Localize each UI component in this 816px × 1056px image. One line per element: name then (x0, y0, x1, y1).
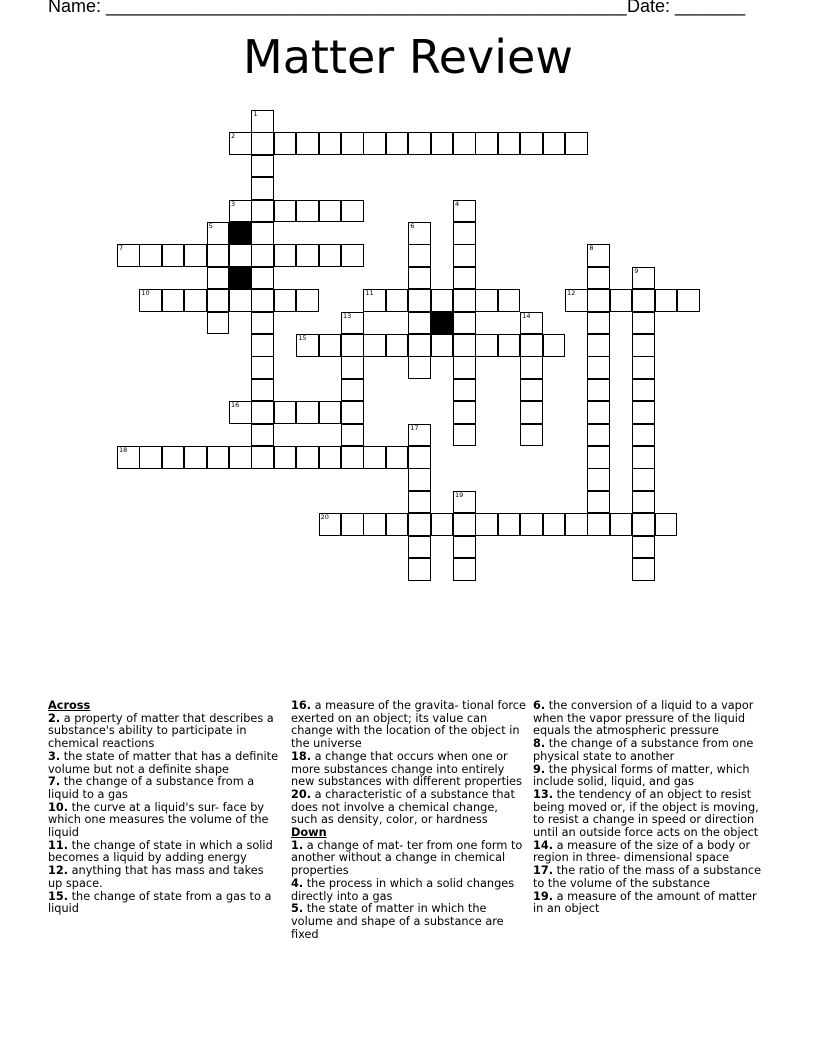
clue-down-19: 19. a measure of the amount of matter in an object (533, 889, 757, 916)
crossword-cell[interactable] (587, 334, 610, 357)
crossword-cell[interactable] (386, 334, 409, 357)
crossword-cell[interactable] (319, 401, 342, 424)
crossword-cell[interactable] (520, 513, 543, 536)
crossword-cell[interactable] (296, 446, 319, 469)
crossword-cell[interactable] (498, 334, 521, 357)
crossword-cell[interactable] (251, 132, 274, 155)
crossword-black-cell (431, 312, 454, 335)
clue-column-1 (48, 700, 280, 916)
crossword-cell[interactable] (632, 401, 655, 424)
crossword-cell[interactable] (543, 334, 566, 357)
name-field-label[interactable]: Name: ____________________________________________________ (48, 0, 627, 16)
clue-across-3: 3. the state of matter that has a definite volume but not a definite shape (48, 749, 279, 776)
clue-across-15: 15. the change of state from a gas to a liquid (48, 889, 272, 916)
crossword-cell[interactable] (453, 356, 476, 379)
crossword-cell[interactable] (431, 289, 454, 312)
clue-number-label: 11 (365, 289, 374, 298)
crossword-cell[interactable] (587, 513, 610, 536)
crossword-cell[interactable] (207, 446, 230, 469)
crossword-cell[interactable] (632, 267, 655, 290)
crossword-cell[interactable] (587, 379, 610, 402)
crossword-cell[interactable] (386, 446, 409, 469)
crossword-cell[interactable] (251, 155, 274, 178)
crossword-cell[interactable] (363, 513, 386, 536)
crossword-cell[interactable] (655, 513, 678, 536)
crossword-cell[interactable] (207, 267, 230, 290)
crossword-cell[interactable] (408, 222, 431, 245)
crossword-cell[interactable] (251, 424, 274, 447)
crossword-cell[interactable] (565, 289, 588, 312)
crossword-cell[interactable] (408, 356, 431, 379)
crossword-black-cell (229, 222, 252, 245)
crossword-cell[interactable] (520, 312, 543, 335)
crossword-cell[interactable] (453, 289, 476, 312)
crossword-cell[interactable] (139, 289, 162, 312)
crossword-cell[interactable] (408, 536, 431, 559)
crossword-cell[interactable] (207, 244, 230, 267)
crossword-cell[interactable] (341, 446, 364, 469)
crossword-cell[interactable] (408, 289, 431, 312)
crossword-cell[interactable] (229, 401, 252, 424)
clue-number-label: 4 (455, 199, 460, 208)
crossword-cell[interactable] (207, 289, 230, 312)
crossword-cell[interactable] (475, 334, 498, 357)
crossword-cell[interactable] (162, 289, 185, 312)
crossword-cell[interactable] (229, 446, 252, 469)
crossword-cell[interactable] (408, 446, 431, 469)
crossword-cell[interactable] (408, 468, 431, 491)
clue-column-3 (533, 700, 769, 916)
crossword-cell[interactable] (587, 491, 610, 514)
crossword-cell[interactable] (632, 468, 655, 491)
clue-column-2 (291, 700, 527, 941)
crossword-cell[interactable] (565, 132, 588, 155)
crossword-cell[interactable] (632, 558, 655, 581)
clue-number-label: 18 (119, 446, 128, 454)
crossword-cell[interactable] (296, 401, 319, 424)
crossword-cell[interactable] (453, 491, 476, 514)
clue-number-label: 10 (141, 289, 150, 298)
crossword-cell[interactable] (363, 289, 386, 312)
crossword-cell[interactable] (453, 132, 476, 155)
clue-down-5: 5. the state of matter in which the volume and shape of a substance are fixed (291, 902, 504, 941)
crossword-cell[interactable] (453, 536, 476, 559)
clue-across-10: 10. the curve at a liquid's sur- face by which one measures the volume of the liquid (48, 800, 269, 840)
crossword-cell[interactable] (251, 267, 274, 290)
crossword-cell[interactable] (274, 401, 297, 424)
clue-number-label: 1 (253, 110, 258, 118)
crossword-cell[interactable] (251, 401, 274, 424)
crossword-cell[interactable] (453, 200, 476, 223)
crossword-cell[interactable] (274, 132, 297, 155)
crossword-cell[interactable] (207, 222, 230, 245)
clue-number-label: 17 (410, 423, 419, 432)
crossword-cell[interactable] (408, 312, 431, 335)
crossword-cell[interactable] (296, 244, 319, 267)
crossword-cell[interactable] (296, 132, 319, 155)
crossword-cell[interactable] (587, 244, 610, 267)
crossword-cell[interactable] (363, 132, 386, 155)
clue-number-label: 8 (589, 244, 594, 253)
clue-number-label: 3 (231, 199, 236, 208)
crossword-cell[interactable] (341, 334, 364, 357)
crossword-cell[interactable] (610, 513, 633, 536)
crossword-cell[interactable] (587, 446, 610, 469)
crossword-cell[interactable] (363, 446, 386, 469)
crossword-cell[interactable] (341, 401, 364, 424)
crossword-cell[interactable] (475, 289, 498, 312)
crossword-cell[interactable] (655, 289, 678, 312)
crossword-cell[interactable] (341, 424, 364, 447)
clue-number-label: 9 (634, 266, 639, 275)
crossword-cell[interactable] (251, 379, 274, 402)
crossword-cell[interactable] (520, 132, 543, 155)
crossword-cell[interactable] (677, 289, 700, 312)
crossword-cell[interactable] (453, 334, 476, 357)
crossword-cell[interactable] (184, 244, 207, 267)
crossword-cell[interactable] (408, 513, 431, 536)
crossword-cell[interactable] (520, 356, 543, 379)
crossword-cell[interactable] (453, 401, 476, 424)
crossword-cell[interactable] (386, 513, 409, 536)
crossword-cell[interactable] (296, 200, 319, 223)
crossword-cell[interactable] (520, 334, 543, 357)
crossword-cell[interactable] (251, 110, 274, 133)
clue-number-label: 19 (455, 490, 464, 499)
crossword-cell[interactable] (117, 446, 140, 469)
crossword-cell[interactable] (453, 244, 476, 267)
crossword-cell[interactable] (587, 289, 610, 312)
clue-across-7: 7. the change of a substance from a liquid to a gas (48, 775, 255, 801)
crossword-cell[interactable] (632, 334, 655, 357)
crossword-cell[interactable] (431, 132, 454, 155)
crossword-cell[interactable] (610, 289, 633, 312)
clue-down-13: 13. the tendency of an object to resist being moved or, if the object is moving, to resist a change in speed or direction until an outside force acts on the object (533, 787, 759, 840)
crossword-cell[interactable] (453, 312, 476, 335)
clue-number-label: 15 (298, 334, 307, 342)
crossword-cell[interactable] (319, 334, 342, 357)
crossword-cell[interactable] (341, 200, 364, 223)
crossword-cell[interactable] (520, 379, 543, 402)
clue-down-17: 17. the ratio of the mass of a substance to the volume of the substance (533, 864, 762, 890)
crossword-cell[interactable] (296, 334, 319, 357)
crossword-cell[interactable] (229, 244, 252, 267)
clue-down-1: 1. a change of mat- ter from one form to another without a change in chemical properties (291, 838, 523, 878)
clue-number-label: 5 (208, 222, 213, 230)
down-heading: Down (291, 826, 327, 840)
crossword-cell[interactable] (162, 244, 185, 267)
crossword-cell[interactable] (139, 244, 162, 267)
crossword-cell[interactable] (498, 132, 521, 155)
crossword-cell[interactable] (632, 491, 655, 514)
crossword-cell[interactable] (632, 536, 655, 559)
crossword-cell[interactable] (632, 446, 655, 469)
crossword-cell[interactable] (274, 289, 297, 312)
crossword-cell[interactable] (408, 334, 431, 357)
crossword-cell[interactable] (587, 468, 610, 491)
crossword-cell[interactable] (453, 558, 476, 581)
crossword-cell[interactable] (408, 244, 431, 267)
crossword-cell[interactable] (319, 200, 342, 223)
crossword-cell[interactable] (319, 446, 342, 469)
crossword-cell[interactable] (319, 244, 342, 267)
clue-number-label: 7 (119, 244, 124, 253)
crossword-black-cell (229, 267, 252, 290)
crossword-cell[interactable] (498, 513, 521, 536)
crossword-cell[interactable] (475, 513, 498, 536)
clue-number-label: 12 (567, 289, 576, 298)
crossword-cell[interactable] (498, 289, 521, 312)
crossword-cell[interactable] (587, 267, 610, 290)
clue-across-2: 2. a property of matter that describes a substance's ability to participate in chemical reactions (48, 711, 274, 751)
clue-across-16: 16. a measure of the gravita- tional force exerted on an object; its value can change with the location of the object in the universe (291, 699, 526, 751)
crossword-cell[interactable] (431, 334, 454, 357)
crossword-cell[interactable] (632, 312, 655, 335)
crossword-cell[interactable] (408, 424, 431, 447)
clue-number-label: 16 (231, 401, 240, 410)
crossword-cell[interactable] (229, 200, 252, 223)
crossword-cell[interactable] (587, 356, 610, 379)
crossword-cell[interactable] (587, 401, 610, 424)
clue-down-9: 9. the physical forms of matter, which include solid, liquid, and gas (533, 762, 750, 789)
crossword-cell[interactable] (587, 312, 610, 335)
crossword-cell[interactable] (117, 244, 140, 267)
crossword-cell[interactable] (207, 312, 230, 335)
crossword-cell[interactable] (632, 356, 655, 379)
crossword-cell[interactable] (251, 244, 274, 267)
crossword-cell[interactable] (408, 267, 431, 290)
crossword-cell[interactable] (453, 379, 476, 402)
crossword-cell[interactable] (475, 132, 498, 155)
crossword-cell[interactable] (408, 491, 431, 514)
crossword-cell[interactable] (184, 446, 207, 469)
crossword-cell[interactable] (341, 132, 364, 155)
crossword-cell[interactable] (251, 446, 274, 469)
crossword-cell[interactable] (453, 513, 476, 536)
clue-down-6: 6. the conversion of a liquid to a vapor when the vapor pressure of the liquid equals the atmospheric pressure (533, 699, 754, 738)
crossword-cell[interactable] (386, 132, 409, 155)
crossword-cell[interactable] (363, 334, 386, 357)
clue-number-label: 2 (231, 132, 236, 141)
crossword-cell[interactable] (251, 356, 274, 379)
crossword-cell[interactable] (565, 513, 588, 536)
across-heading: Across (48, 699, 91, 712)
crossword-cell[interactable] (341, 356, 364, 379)
clue-across-12: 12. anything that has mass and takes up space. (48, 864, 264, 890)
crossword-cell[interactable] (251, 222, 274, 245)
crossword-cell[interactable] (274, 200, 297, 223)
crossword-cell[interactable] (251, 312, 274, 335)
page-title: Matter Review (243, 30, 573, 84)
crossword-cell[interactable] (251, 334, 274, 357)
clue-down-14: 14. a measure of the size of a body or region in three- dimensional space (533, 838, 751, 865)
clue-number-label: 6 (410, 222, 415, 230)
crossword-cell[interactable] (296, 289, 319, 312)
crossword-cell[interactable] (632, 424, 655, 447)
crossword-cell[interactable] (139, 446, 162, 469)
crossword-cell[interactable] (408, 558, 431, 581)
clue-across-18: 18. a change that occurs when one or more substances change into entirely new substances with different properties (291, 749, 522, 789)
clue-number-label: 14 (522, 311, 531, 320)
crossword-cell[interactable] (319, 132, 342, 155)
clue-number-label: 13 (343, 311, 352, 320)
date-field-label[interactable]: Date: _______ (627, 0, 746, 16)
crossword-cell[interactable] (251, 289, 274, 312)
crossword-cell[interactable] (341, 312, 364, 335)
crossword-cell[interactable] (520, 424, 543, 447)
crossword-cell[interactable] (453, 222, 476, 245)
crossword-cell[interactable] (274, 244, 297, 267)
crossword-cell[interactable] (341, 379, 364, 402)
crossword-cell[interactable] (184, 289, 207, 312)
crossword-cell[interactable] (274, 446, 297, 469)
crossword-cell[interactable] (632, 379, 655, 402)
crossword-cell[interactable] (162, 446, 185, 469)
clue-down-8: 8. the change of a substance from one physical state to another (533, 737, 754, 763)
crossword-cell[interactable] (408, 132, 431, 155)
crossword-cell[interactable] (229, 132, 252, 155)
crossword-cell[interactable] (229, 289, 252, 312)
crossword-cell[interactable] (632, 289, 655, 312)
clue-across-11: 11. the change of state in which a solid becomes a liquid by adding energy (48, 838, 273, 865)
crossword-cell[interactable] (453, 267, 476, 290)
crossword-cell[interactable] (543, 132, 566, 155)
clue-number-label: 20 (320, 513, 329, 522)
crossword-cell[interactable] (251, 177, 274, 200)
crossword-cell[interactable] (632, 513, 655, 536)
crossword-cell[interactable] (543, 513, 566, 536)
crossword-cell[interactable] (587, 424, 610, 447)
crossword-cell[interactable] (319, 513, 342, 536)
clue-down-4: 4. the process in which a solid changes directly into a gas (291, 876, 515, 903)
crossword-cell[interactable] (386, 289, 409, 312)
crossword-cell[interactable] (251, 200, 274, 223)
crossword-cell[interactable] (341, 244, 364, 267)
clue-across-20: 20. a characteristic of a substance that does not involve a chemical change, such as density, color, or hardness (291, 787, 515, 827)
crossword-cell[interactable] (453, 424, 476, 447)
crossword-cell[interactable] (431, 513, 454, 536)
crossword-cell[interactable] (520, 401, 543, 424)
crossword-cell[interactable] (341, 513, 364, 536)
